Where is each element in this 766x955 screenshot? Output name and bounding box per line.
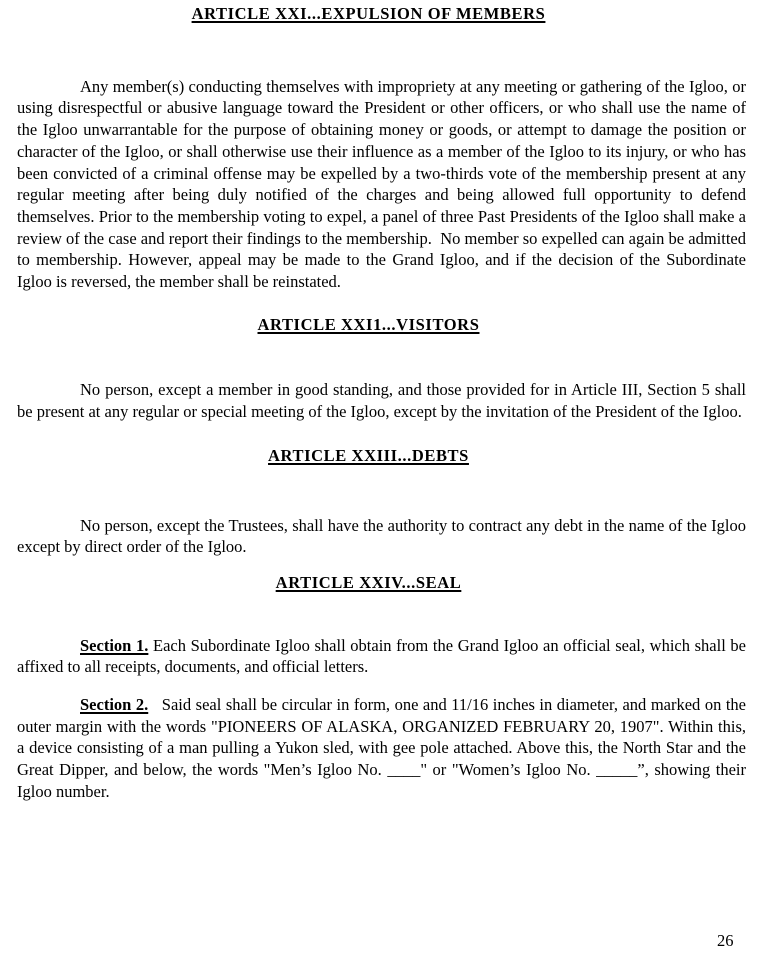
- article-visitors: [17, 314, 746, 423]
- section-1-label: Section 1.: [80, 635, 149, 655]
- article-xxiv-title: ARTICLE XXIV...SEAL: [275, 572, 462, 592]
- article-xxi1-paragraph: No person, except a member in good standing, and those provided for in Article III, Section 5 shall be present at any regular or special meeting of the Igloo, except by the invitation of the President of the Igloo.: [17, 380, 746, 422]
- article-xxiii-paragraph: No person, except the Trustees, shall have the authority to contract any debt in the name of the Igloo except by direct order of the Igloo.: [17, 515, 746, 557]
- article-xxi-paragraph: Any member(s) conducting themselves with impropriety at any meeting or gathering of the Igloo, or using disrespectful or abusive language toward the President or other officers, or who shall use the name of the Igloo unwarrantable for the purpose of obtaining money or goods, or attempt to damage the position or character of the Igloo, or shall otherwise use their influence as a member of the Igloo to its injury, or who has been convicted of a criminal offense may be expelled by a two-thirds vote of the membership present at any regular meeting after being duly notified of the charges and being allowed full opportunity to defend themselves. Prior to the membership voting to expel, a panel of three Past Presidents of the Igloo shall make a review of the case and report their findings to the membership. No member so expelled can again be admitted to membership. However, appeal may be made to the Grand Igloo, and if the decision of the Subordinate Igloo is reversed, the member shall be reinstated.: [17, 76, 746, 292]
- section-2-label: Section 2.: [80, 695, 149, 715]
- article-debts: [17, 445, 746, 558]
- article-xxi-title: ARTICLE XXI...EXPULSION OF MEMBERS: [191, 4, 546, 23]
- section-1-text: Each Subordinate Igloo shall obtain from the Grand Igloo an official seal, which shall be affixed to all receipts, documents, and official letters.: [17, 635, 747, 677]
- section-2-paragraph: [17, 694, 746, 803]
- article-xxiii-title: ARTICLE XXIII...DEBTS: [268, 445, 469, 465]
- article-xxi1-title: ARTICLE XXI1...VISITORS: [257, 314, 480, 334]
- page-number: 26: [717, 931, 734, 950]
- article-expulsion-of-members: [17, 3, 746, 293]
- article-seal: [17, 572, 746, 803]
- section-1-paragraph: [17, 635, 746, 678]
- section-2-text: Said seal shall be circular in form, one and 11/16 inches in diameter, and marked on the outer margin with the words "PIONEERS OF ALASKA, ORGANIZED FEBRUARY 20, 1907". Within this, a device consisting of a man pulling a Yukon sled, with gee pole attached. Above this, the North Star and the Great Dipper, and below, the words "Men’s Igloo No. ____" or "Women’s Igloo No. _____”, showing their Igloo number.: [17, 695, 746, 801]
